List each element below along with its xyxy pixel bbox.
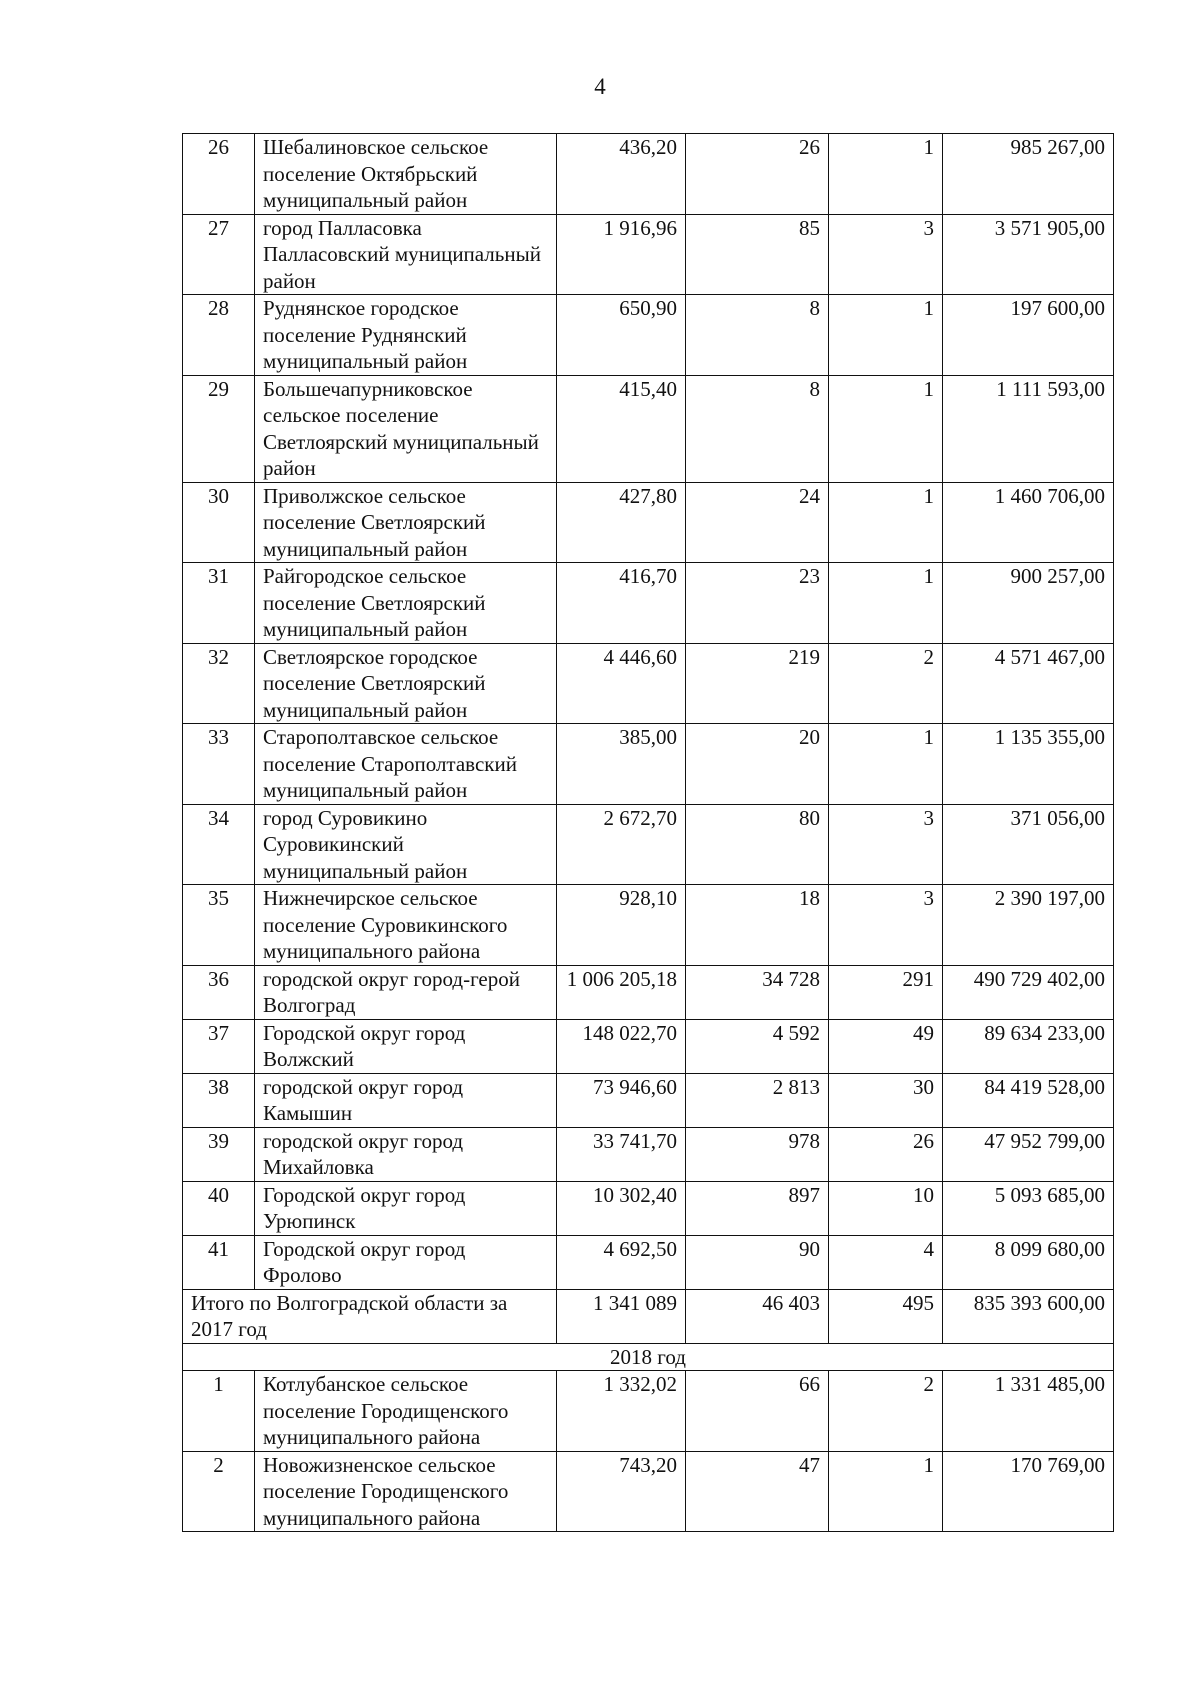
table-row xyxy=(183,1235,1114,1289)
houses-value: 1 xyxy=(829,375,943,482)
row-number: 27 xyxy=(183,214,255,295)
row-number: 34 xyxy=(183,804,255,885)
municipality-name: Городской округ город Урюпинск xyxy=(255,1181,557,1235)
row-number: 35 xyxy=(183,885,255,966)
cost-value: 1 331 485,00 xyxy=(943,1371,1114,1452)
area-value: 4 446,60 xyxy=(557,643,686,724)
residents-value: 23 xyxy=(686,563,829,644)
municipality-name: Светлоярское городское поселение Светлоярский муниципальный район xyxy=(255,643,557,724)
municipality-name: Райгородское сельское поселение Светлоярский муниципальный район xyxy=(255,563,557,644)
table-total-2017 xyxy=(183,1289,1114,1371)
houses-value: 30 xyxy=(829,1073,943,1127)
residents-value: 24 xyxy=(686,482,829,563)
row-number: 41 xyxy=(183,1235,255,1289)
table-row xyxy=(183,1127,1114,1181)
houses-value: 1 xyxy=(829,134,943,215)
residents-value: 2 813 xyxy=(686,1073,829,1127)
table-row xyxy=(183,885,1114,966)
table-row xyxy=(183,1371,1114,1452)
area-value: 743,20 xyxy=(557,1451,686,1532)
residents-value: 20 xyxy=(686,724,829,805)
residents-value: 8 xyxy=(686,375,829,482)
residents-value: 8 xyxy=(686,295,829,376)
row-number: 39 xyxy=(183,1127,255,1181)
municipality-name: город Палласовка Палласовский муниципальный район xyxy=(255,214,557,295)
cost-value: 985 267,00 xyxy=(943,134,1114,215)
municipality-name: Городской округ город Фролово xyxy=(255,1235,557,1289)
cost-value: 47 952 799,00 xyxy=(943,1127,1114,1181)
residents-value: 26 xyxy=(686,134,829,215)
row-number: 38 xyxy=(183,1073,255,1127)
row-number: 26 xyxy=(183,134,255,215)
cost-value: 490 729 402,00 xyxy=(943,965,1114,1019)
houses-value: 1 xyxy=(829,1451,943,1532)
houses-value: 4 xyxy=(829,1235,943,1289)
houses-value: 3 xyxy=(829,885,943,966)
row-number: 29 xyxy=(183,375,255,482)
table-row xyxy=(183,965,1114,1019)
total-area: 1 341 089 xyxy=(557,1289,686,1343)
area-value: 73 946,60 xyxy=(557,1073,686,1127)
residents-value: 80 xyxy=(686,804,829,885)
table-row xyxy=(183,214,1114,295)
houses-value: 3 xyxy=(829,214,943,295)
cost-value: 197 600,00 xyxy=(943,295,1114,376)
row-number: 28 xyxy=(183,295,255,376)
cost-value: 2 390 197,00 xyxy=(943,885,1114,966)
houses-value: 291 xyxy=(829,965,943,1019)
residents-value: 897 xyxy=(686,1181,829,1235)
residents-value: 47 xyxy=(686,1451,829,1532)
houses-value: 26 xyxy=(829,1127,943,1181)
residents-value: 978 xyxy=(686,1127,829,1181)
houses-value: 2 xyxy=(829,643,943,724)
area-value: 928,10 xyxy=(557,885,686,966)
row-number: 2 xyxy=(183,1451,255,1532)
area-value: 427,80 xyxy=(557,482,686,563)
area-value: 650,90 xyxy=(557,295,686,376)
houses-value: 1 xyxy=(829,724,943,805)
houses-value: 10 xyxy=(829,1181,943,1235)
cost-value: 5 093 685,00 xyxy=(943,1181,1114,1235)
area-value: 2 672,70 xyxy=(557,804,686,885)
cost-value: 3 571 905,00 xyxy=(943,214,1114,295)
municipality-name: Новожизненское сельское поселение Городищенского муниципального района xyxy=(255,1451,557,1532)
area-value: 33 741,70 xyxy=(557,1127,686,1181)
municipality-name: городской округ город-герой Волгоград xyxy=(255,965,557,1019)
municipality-name: Котлубанское сельское поселение Городищенского муниципального района xyxy=(255,1371,557,1452)
houses-value: 1 xyxy=(829,563,943,644)
table-row xyxy=(183,1073,1114,1127)
resettlement-table xyxy=(182,133,1114,1532)
residents-value: 4 592 xyxy=(686,1019,829,1073)
row-number: 30 xyxy=(183,482,255,563)
area-value: 148 022,70 xyxy=(557,1019,686,1073)
table-row xyxy=(183,1451,1114,1532)
residents-value: 18 xyxy=(686,885,829,966)
table-body-2017 xyxy=(183,134,1114,1290)
cost-value: 4 571 467,00 xyxy=(943,643,1114,724)
municipality-name: Большечапурниковское сельское поселение Светлоярский муниципальный район xyxy=(255,375,557,482)
row-number: 36 xyxy=(183,965,255,1019)
cost-value: 89 634 233,00 xyxy=(943,1019,1114,1073)
municipality-name: Приволжское сельское поселение Светлоярский муниципальный район xyxy=(255,482,557,563)
total-label: Итого по Волгоградской области за 2017 год xyxy=(183,1289,557,1343)
cost-value: 1 460 706,00 xyxy=(943,482,1114,563)
municipality-name: Шебалиновское сельское поселение Октябрьский муниципальный район xyxy=(255,134,557,215)
houses-value: 1 xyxy=(829,482,943,563)
residents-value: 90 xyxy=(686,1235,829,1289)
cost-value: 8 099 680,00 xyxy=(943,1235,1114,1289)
page-number: 4 xyxy=(594,74,606,99)
table-row xyxy=(183,804,1114,885)
cost-value: 1 111 593,00 xyxy=(943,375,1114,482)
table-row xyxy=(183,482,1114,563)
area-value: 4 692,50 xyxy=(557,1235,686,1289)
cost-value: 1 135 355,00 xyxy=(943,724,1114,805)
table-row xyxy=(183,563,1114,644)
table-row xyxy=(183,1019,1114,1073)
row-number: 40 xyxy=(183,1181,255,1235)
total-row-2017 xyxy=(183,1289,1114,1343)
area-value: 1 332,02 xyxy=(557,1371,686,1452)
table-row xyxy=(183,724,1114,805)
year-header-row xyxy=(183,1343,1114,1371)
table-row xyxy=(183,643,1114,724)
area-value: 1 006 205,18 xyxy=(557,965,686,1019)
total-cost: 835 393 600,00 xyxy=(943,1289,1114,1343)
cost-value: 84 419 528,00 xyxy=(943,1073,1114,1127)
municipality-name: Нижнечирское сельское поселение Суровикинского муниципального района xyxy=(255,885,557,966)
table-row xyxy=(183,375,1114,482)
table-row xyxy=(183,1181,1114,1235)
table-body-2018 xyxy=(183,1371,1114,1532)
total-houses: 495 xyxy=(829,1289,943,1343)
municipality-name: Старополтавское сельское поселение Старополтавский муниципальный район xyxy=(255,724,557,805)
cost-value: 900 257,00 xyxy=(943,563,1114,644)
houses-value: 3 xyxy=(829,804,943,885)
table-row xyxy=(183,134,1114,215)
table-row xyxy=(183,295,1114,376)
area-value: 1 916,96 xyxy=(557,214,686,295)
cost-value: 170 769,00 xyxy=(943,1451,1114,1532)
row-number: 31 xyxy=(183,563,255,644)
row-number: 1 xyxy=(183,1371,255,1452)
area-value: 436,20 xyxy=(557,134,686,215)
row-number: 32 xyxy=(183,643,255,724)
cost-value: 371 056,00 xyxy=(943,804,1114,885)
residents-value: 34 728 xyxy=(686,965,829,1019)
residents-value: 85 xyxy=(686,214,829,295)
year-2018-heading: 2018 год xyxy=(183,1343,1114,1371)
total-people: 46 403 xyxy=(686,1289,829,1343)
municipality-name: Городской округ город Волжский xyxy=(255,1019,557,1073)
municipality-name: городской округ город Михайловка xyxy=(255,1127,557,1181)
area-value: 10 302,40 xyxy=(557,1181,686,1235)
area-value: 416,70 xyxy=(557,563,686,644)
row-number: 37 xyxy=(183,1019,255,1073)
area-value: 415,40 xyxy=(557,375,686,482)
residents-value: 66 xyxy=(686,1371,829,1452)
residents-value: 219 xyxy=(686,643,829,724)
row-number: 33 xyxy=(183,724,255,805)
area-value: 385,00 xyxy=(557,724,686,805)
houses-value: 49 xyxy=(829,1019,943,1073)
houses-value: 2 xyxy=(829,1371,943,1452)
houses-value: 1 xyxy=(829,295,943,376)
municipality-name: Руднянское городское поселение Руднянский муниципальный район xyxy=(255,295,557,376)
municipality-name: город Суровикино Суровикинский муниципальный район xyxy=(255,804,557,885)
municipality-name: городской округ город Камышин xyxy=(255,1073,557,1127)
